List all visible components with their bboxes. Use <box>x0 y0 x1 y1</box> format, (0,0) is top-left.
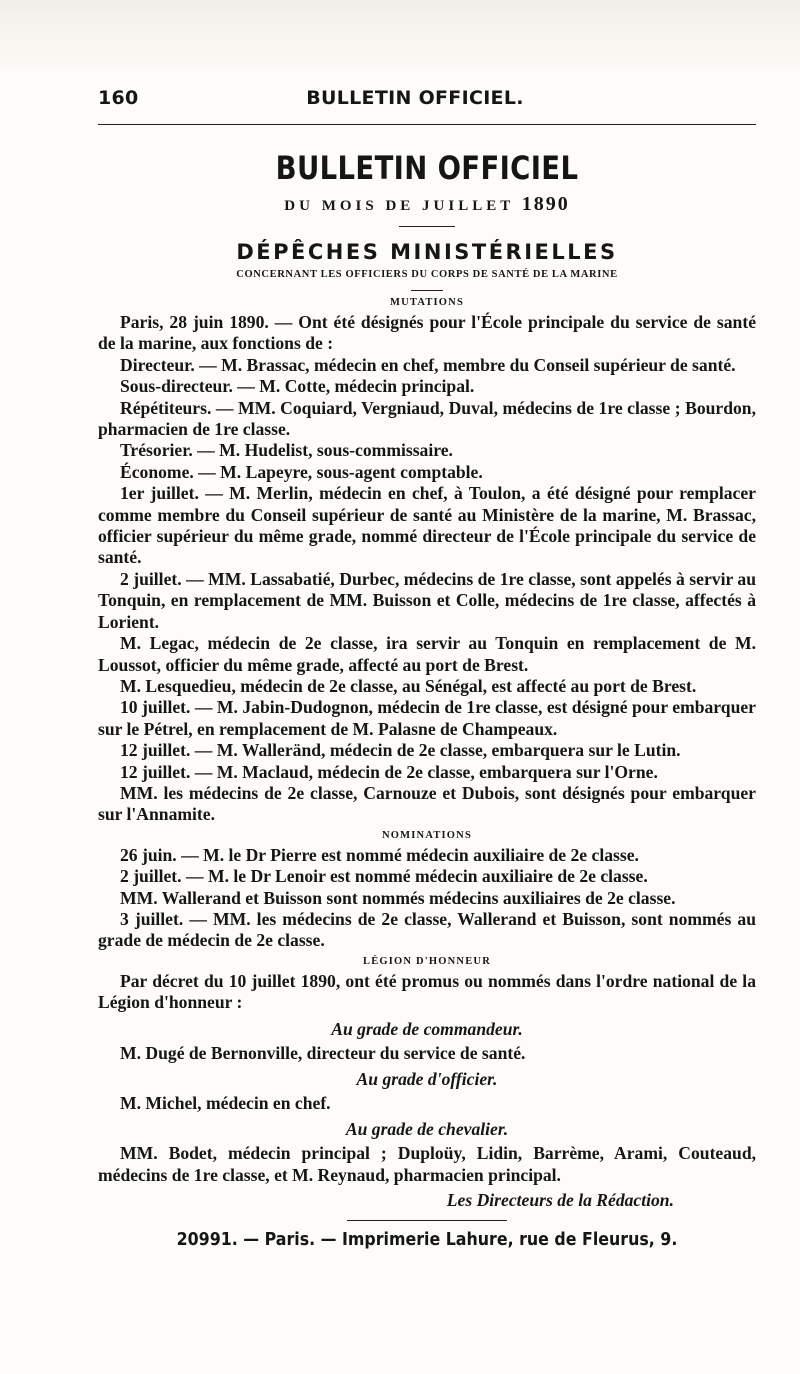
printer-footer: 20991. — Paris. — Imprimerie Lahure, rue de Fleurus, 9. <box>176 1230 678 1251</box>
grade-officier: Au grade d'officier. <box>356 1069 498 1089</box>
bulletin-subtitle <box>98 192 756 218</box>
mutations-list <box>98 312 756 826</box>
header-rule <box>98 124 756 125</box>
paragraph: Répétiteurs. — MM. Coquiard, Vergniaud, Duval, médecins de 1re classe ; Bourdon, pharmacien de 1re classe. <box>98 397 756 440</box>
section-heading: DÉPÊCHES MINISTÉRIELLES <box>236 240 618 264</box>
subtitle-year: 1890 <box>521 193 570 215</box>
paragraph: Directeur. — M. Brassac, médecin en chef, membre du Conseil supérieur de santé. <box>120 354 736 375</box>
running-header <box>98 87 732 113</box>
paragraph: 10 juillet. — M. Jabin-Dudognon, médecin de 1re classe, est désigné pour embarquer sur le Pétrel, en remplacement de M. Palasne de Champeaux. <box>98 697 756 739</box>
paragraph: 2 juillet. — M. le Dr Lenoir est nommé médecin auxiliaire de 2e classe. <box>120 866 648 887</box>
paragraph: 12 juillet. — M. Maclaud, médecin de 2e classe, embarquera sur l'Orne. <box>120 761 658 782</box>
nominations-heading: NOMINATIONS <box>381 829 472 841</box>
paragraph: 2 juillet. — MM. Lassabatié, Durbec, médecins de 1re classe, sont appelés à servir au Tonquin, en remplacement de MM. Buisson et Colle, médecins de 1re classe, affectés à Lorient. <box>98 568 756 632</box>
grade-chevalier: Au grade de chevalier. <box>345 1119 509 1140</box>
section-subheading: CONCERNANT LES OFFICIERS DU CORPS DE SANTÉ DE LA MARINE <box>236 269 618 280</box>
page-content <box>98 148 756 1251</box>
bulletin-title: BULLETIN OFFICIEL <box>275 149 579 187</box>
page-top-margin <box>0 0 800 70</box>
paragraph: MM. les médecins de 2e classe, Carnouze et Dubois, sont désignés pour embarquer sur l'Annamite. <box>98 782 756 825</box>
paragraph: M. Lesquedieu, médecin de 2e classe, au Sénégal, est affecté au port de Brest. <box>120 675 697 696</box>
officier-entry: M. Michel, médecin en chef. <box>120 1093 331 1113</box>
legion-heading: LÉGION D'HONNEUR <box>362 955 491 967</box>
paragraph: 26 juin. — M. le Dr Pierre est nommé médecin auxiliaire de 2e classe. <box>120 844 639 865</box>
paragraph: 1er juillet. — M. Merlin, médecin en chef, à Toulon, a été désigné pour remplacer comme membre du Conseil supérieur de santé au Ministère de la marine, M. Brassac, officier supérieur du même grade, nommé directeur de l'École principale du service de santé. <box>98 483 756 568</box>
paragraph: 12 juillet. — M. Walleränd, médecin de 2e classe, embarquera sur le Lutin. <box>120 740 681 761</box>
subtitle-text: DU MOIS DE JUILLET <box>284 198 514 214</box>
grade-commandeur: Au grade de commandeur. <box>331 1018 523 1039</box>
page-number: 160 <box>98 87 139 109</box>
paragraph: 3 juillet. — MM. les médecins de 2e classe, Wallerand et Buisson, sont nommés au grade de médecin de 2e classe. <box>98 908 756 951</box>
chevalier-entry: MM. Bodet, médecin principal ; Duploüy, Lidin, Barrème, Arami, Couteaud, médecins de 1re classe, et M. Reynaud, pharmacien principal. <box>98 1143 756 1185</box>
running-title: BULLETIN OFFICIEL. <box>306 87 524 109</box>
paragraph: MM. Wallerand et Buisson sont nommés médecins auxiliaires de 2e classe. <box>120 887 676 908</box>
title-rule <box>399 226 455 227</box>
paragraph: M. Legac, médecin de 2e classe, ira servir au Tonquin en remplacement de M. Loussot, officier du même grade, affecté au port de Brest. <box>98 633 756 675</box>
paragraph: Économe. — M. Lapeyre, sous-agent comptable. <box>120 461 483 482</box>
footer-rule <box>347 1220 507 1221</box>
commandeur-entry: M. Dugé de Bernonville, directeur du service de santé. <box>120 1042 526 1063</box>
signature: Les Directeurs de la Rédaction. <box>446 1190 674 1211</box>
legion-intro: Par décret du 10 juillet 1890, ont été promus ou nommés dans l'ordre national de la Légion d'honneur : <box>98 970 756 1013</box>
nominations-list <box>98 845 756 952</box>
subheading-rule <box>411 290 443 291</box>
paragraph: Sous-directeur. — M. Cotte, médecin principal. <box>120 376 475 397</box>
paragraph: Trésorier. — M. Hudelist, sous-commissaire. <box>120 440 453 461</box>
mutations-heading: MUTATIONS <box>390 297 464 308</box>
paragraph: Paris, 28 juin 1890. — Ont été désignés pour l'École principale du service de santé de la marine, aux fonctions de : <box>98 312 756 354</box>
